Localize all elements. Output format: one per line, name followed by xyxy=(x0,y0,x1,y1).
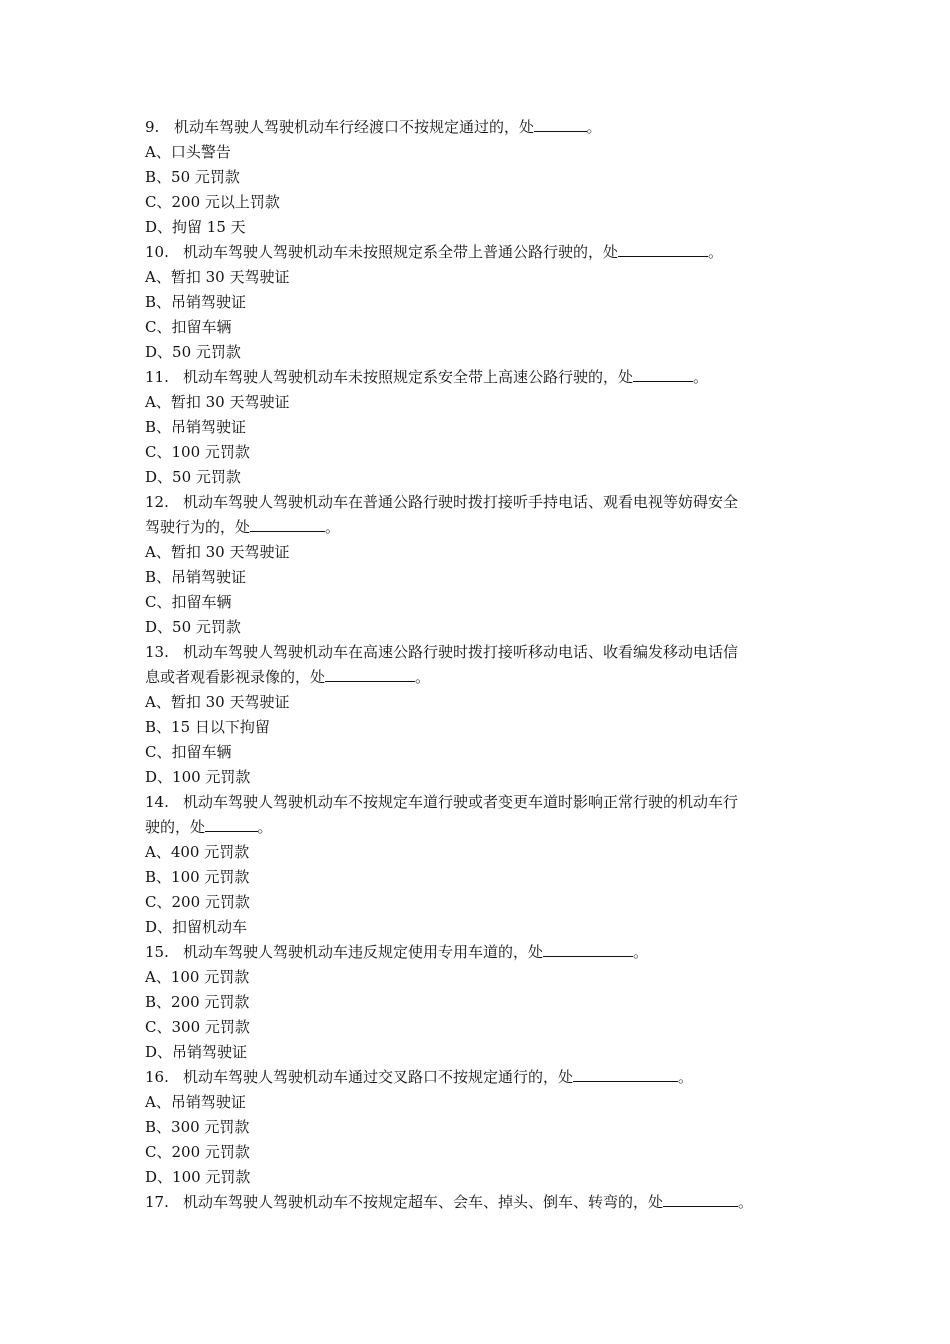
question-period: 。 xyxy=(633,943,649,961)
answer-option: C、扣留车辆 xyxy=(145,318,232,336)
question-line xyxy=(145,1190,815,1215)
answer-option: B、吊销驾驶证 xyxy=(145,568,247,586)
question-continuation-line xyxy=(145,515,815,540)
question-number: 9. xyxy=(145,118,160,136)
answer-blank xyxy=(325,667,415,682)
question-text: 机动车驾驶人驾驶机动车在普通公路行驶时拨打接听手持电话、观看电视等妨碍安全 xyxy=(183,493,739,511)
answer-option: D、50 元罚款 xyxy=(145,468,241,486)
question-line xyxy=(145,490,815,515)
answer-option: C、200 元罚款 xyxy=(145,1143,250,1161)
question-period: 。 xyxy=(586,118,602,136)
answer-blank xyxy=(573,1067,678,1082)
answer-option: A、暂扣 30 天驾驶证 xyxy=(145,393,290,411)
answer-option: C、扣留车辆 xyxy=(145,743,232,761)
answer-option: B、200 元罚款 xyxy=(145,993,250,1011)
question-text: 息或者观看影视录像的，处 xyxy=(145,668,326,686)
question-number: 16. xyxy=(145,1068,169,1086)
answer-option: D、吊销驾驶证 xyxy=(145,1043,248,1061)
answer-blank xyxy=(205,817,258,832)
answer-option: D、50 元罚款 xyxy=(145,343,241,361)
question-text: 机动车驾驶人驾驶机动车未按照规定系全带上普通公路行驶的，处 xyxy=(183,243,619,261)
answer-option: A、口头警告 xyxy=(145,143,231,161)
answer-blank xyxy=(534,117,587,132)
question-line xyxy=(145,1065,815,1090)
question-text: 机动车驾驶人驾驶机动车不按规定车道行驶或者变更车道时影响正常行驶的机动车行 xyxy=(183,793,739,811)
answer-blank xyxy=(250,517,325,532)
answer-option: B、吊销驾驶证 xyxy=(145,418,247,436)
answer-option: B、100 元罚款 xyxy=(145,868,250,886)
question-continuation-line xyxy=(145,815,815,840)
answer-option: D、拘留 15 天 xyxy=(145,218,246,236)
answer-blank xyxy=(663,1192,738,1207)
answer-blank xyxy=(543,942,633,957)
answer-blank xyxy=(618,242,708,257)
answer-option: A、100 元罚款 xyxy=(145,968,250,986)
question-text: 机动车驾驶人驾驶机动车在高速公路行驶时拨打接听移动电话、收看编发移动电话信 xyxy=(183,643,739,661)
question-line xyxy=(145,790,815,815)
answer-option: C、扣留车辆 xyxy=(145,593,232,611)
answer-option: C、200 元以上罚款 xyxy=(145,193,280,211)
question-period: 。 xyxy=(738,1193,754,1211)
answer-option: B、50 元罚款 xyxy=(145,168,240,186)
answer-option: D、50 元罚款 xyxy=(145,618,241,636)
answer-option: C、300 元罚款 xyxy=(145,1018,250,1036)
question-text: 机动车驾驶人驾驶机动车行经渡口不按规定通过的，处 xyxy=(174,118,535,136)
question-period: 。 xyxy=(693,368,709,386)
question-period: 。 xyxy=(257,818,273,836)
question-period: 。 xyxy=(325,518,341,536)
answer-option: A、暂扣 30 天驾驶证 xyxy=(145,268,290,286)
question-number: 10. xyxy=(145,243,169,261)
answer-option: B、吊销驾驶证 xyxy=(145,293,247,311)
question-line xyxy=(145,365,815,390)
question-continuation-line xyxy=(145,665,815,690)
question-number: 12. xyxy=(145,493,169,511)
question-line xyxy=(145,940,815,965)
question-number: 13. xyxy=(145,643,169,661)
question-text: 机动车驾驶人驾驶机动车通过交叉路口不按规定通行的，处 xyxy=(183,1068,574,1086)
answer-option: A、暂扣 30 天驾驶证 xyxy=(145,543,290,561)
answer-option: C、200 元罚款 xyxy=(145,893,250,911)
question-text: 机动车驾驶人驾驶机动车违反规定使用专用车道的，处 xyxy=(183,943,544,961)
question-text: 机动车驾驶人驾驶机动车不按规定超车、会车、掉头、倒车、转弯的，处 xyxy=(183,1193,664,1211)
answer-blank xyxy=(633,367,693,382)
question-text: 驶的，处 xyxy=(145,818,206,836)
question-period: 。 xyxy=(678,1068,694,1086)
question-number: 11. xyxy=(145,368,169,386)
answer-option: B、15 日以下拘留 xyxy=(145,718,270,736)
answer-option: D、扣留机动车 xyxy=(145,918,248,936)
answer-option: A、400 元罚款 xyxy=(145,843,250,861)
question-number: 14. xyxy=(145,793,169,811)
question-line xyxy=(145,640,815,665)
answer-option: D、100 元罚款 xyxy=(145,768,251,786)
question-line xyxy=(145,115,815,140)
question-period: 。 xyxy=(415,668,431,686)
answer-option: B、300 元罚款 xyxy=(145,1118,250,1136)
question-period: 。 xyxy=(708,243,724,261)
answer-option: A、吊销驾驶证 xyxy=(145,1093,246,1111)
answer-option: A、暂扣 30 天驾驶证 xyxy=(145,693,290,711)
document-page xyxy=(145,115,815,1215)
question-text: 机动车驾驶人驾驶机动车未按照规定系安全带上高速公路行驶的，处 xyxy=(183,368,634,386)
question-text: 驾驶行为的，处 xyxy=(145,518,251,536)
question-number: 15. xyxy=(145,943,169,961)
answer-option: C、100 元罚款 xyxy=(145,443,250,461)
question-line xyxy=(145,240,815,265)
question-number: 17. xyxy=(145,1193,169,1211)
answer-option: D、100 元罚款 xyxy=(145,1168,251,1186)
